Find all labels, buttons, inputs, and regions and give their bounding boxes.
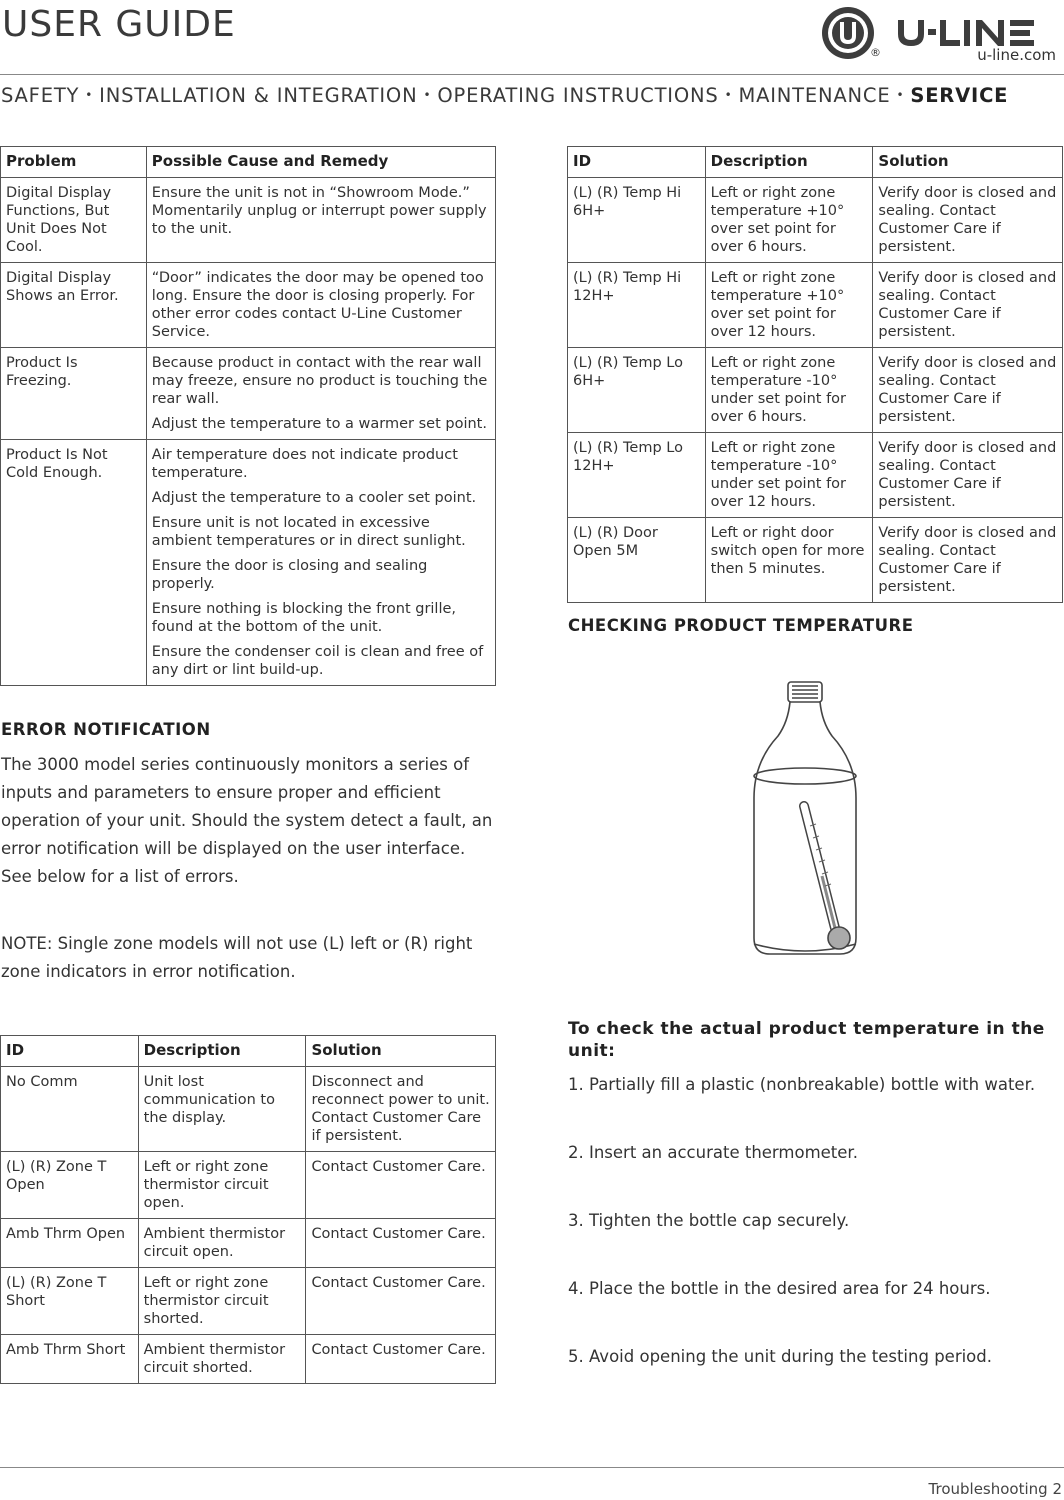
table-row (1, 1152, 496, 1219)
brand-logo (818, 4, 1058, 70)
error-description-cell: Left or right zone temperature +10° over set point for over 6 hours. (705, 178, 873, 263)
remedy-cell (146, 263, 495, 348)
error-id-cell: (L) (R) Zone T Open (1, 1152, 139, 1219)
error-description-cell: Unit lost communication to the display. (138, 1067, 306, 1152)
error-table-left (0, 1035, 496, 1384)
checking-temperature-heading: CHECKING PRODUCT TEMPERATURE (568, 616, 914, 635)
remedy-cell (146, 178, 495, 263)
remedy-text: “Door” indicates the door may be opened too long. Ensure the door is closing properly. For other error codes contact U-Line Customer Service. (151, 270, 484, 340)
remedy-cell (146, 440, 495, 686)
error-solution-cell: Verify door is closed and sealing. Contact Customer Care if persistent. (873, 178, 1063, 263)
zone-note: NOTE: Single zone models will not use (L) left or (R) right zone indicators in error notification. (1, 934, 473, 981)
error-id-cell: Amb Thrm Short (1, 1335, 139, 1384)
table-row (1, 178, 496, 263)
error-id-cell: (L) (R) Zone T Short (1, 1268, 139, 1335)
bottle-illustration (740, 676, 870, 960)
error-solution-cell: Contact Customer Care. (306, 1335, 496, 1384)
table-row (1, 1268, 496, 1335)
step-item: 4. Place the bottle in the desired area for 24 hours. (568, 1279, 991, 1298)
error-id-cell: (L) (R) Temp Lo 12H+ (568, 433, 706, 518)
table-row (1, 440, 496, 686)
table-row (1, 1335, 496, 1384)
error-description-cell: Left or right zone thermistor circuit shorted. (138, 1268, 306, 1335)
error-solution-cell: Verify door is closed and sealing. Contact Customer Care if persistent. (873, 348, 1063, 433)
table-row (1, 348, 496, 440)
error-description-cell: Left or right zone temperature -10° under set point for over 12 hours. (705, 433, 873, 518)
error-id-cell: (L) (R) Temp Hi 6H+ (568, 178, 706, 263)
error-id-cell: Amb Thrm Open (1, 1219, 139, 1268)
footer-divider (0, 1467, 1064, 1468)
nav-separator: • (85, 88, 94, 102)
column-header: ID (568, 147, 706, 178)
nav-separator: • (896, 88, 905, 102)
table-header-row (568, 147, 1063, 178)
error-solution-cell: Verify door is closed and sealing. Contact Customer Care if persistent. (873, 263, 1063, 348)
error-solution-cell: Contact Customer Care. (306, 1268, 496, 1335)
error-id-cell: (L) (R) Temp Hi 12H+ (568, 263, 706, 348)
step-item: 2. Insert an accurate thermometer. (568, 1143, 858, 1162)
step-item: 1. Partially fill a plastic (nonbreakable) bottle with water. (568, 1075, 1036, 1094)
table-row (568, 263, 1063, 348)
registered-mark: ® (870, 46, 881, 59)
remedy-text: Air temperature does not indicate product temperature. (151, 447, 458, 481)
error-description-cell: Ambient thermistor circuit shorted. (138, 1335, 306, 1384)
table-header-row (1, 147, 496, 178)
error-solution-cell: Verify door is closed and sealing. Contact Customer Care if persistent. (873, 433, 1063, 518)
column-header: Solution (873, 147, 1063, 178)
header-divider (0, 74, 1064, 75)
section-nav (1, 84, 1008, 107)
column-header: Solution (306, 1036, 496, 1067)
table-row (568, 178, 1063, 263)
nav-separator: • (724, 88, 733, 102)
problem-cell: Digital Display Functions, But Unit Does Not Cool. (1, 178, 147, 263)
remedy-text: Ensure nothing is blocking the front grille, found at the bottom of the unit. (151, 601, 457, 635)
remedy-text: Because product in contact with the rear wall may freeze, ensure no product is touching the rear wall. (151, 355, 488, 407)
remedy-text: Adjust the temperature to a cooler set point. (151, 490, 477, 506)
site-url[interactable]: u-line.com (977, 46, 1056, 64)
step-item: 3. Tighten the bottle cap securely. (568, 1211, 850, 1230)
column-header: Description (705, 147, 873, 178)
table-row (568, 433, 1063, 518)
remedy-text: Ensure the door is closing and sealing properly. (151, 558, 428, 592)
page-title: USER GUIDE (2, 4, 236, 45)
checking-subheading: To check the actual product temperature in the unit: (568, 1019, 1045, 1061)
problem-cell: Product Is Freezing. (1, 348, 147, 440)
table-row (568, 518, 1063, 603)
problem-table (0, 146, 496, 686)
error-description-cell: Left or right door switch open for more then 5 minutes. (705, 518, 873, 603)
remedy-text: Ensure the condenser coil is clean and free of any dirt or lint build-up. (151, 644, 484, 678)
error-table-right (567, 146, 1063, 603)
problem-cell: Product Is Not Cold Enough. (1, 440, 147, 686)
remedy-cell (146, 348, 495, 440)
error-notification-paragraph: The 3000 model series continuously monitors a series of inputs and parameters to ensure proper and efficient operation of your unit. Should the system detect a fault, an error notification will be displayed on the user interface. See below for a list of errors. (1, 755, 493, 886)
error-solution-cell: Contact Customer Care. (306, 1152, 496, 1219)
table-row (1, 1067, 496, 1152)
error-description-cell: Left or right zone temperature -10° under set point for over 6 hours. (705, 348, 873, 433)
nav-item-installation[interactable]: INSTALLATION & INTEGRATION (99, 84, 418, 107)
column-header: Problem (1, 147, 147, 178)
step-item: 5. Avoid opening the unit during the testing period. (568, 1347, 992, 1366)
error-id-cell: (L) (R) Temp Lo 6H+ (568, 348, 706, 433)
column-header: Possible Cause and Remedy (146, 147, 495, 178)
nav-item-operating[interactable]: OPERATING INSTRUCTIONS (437, 84, 719, 107)
table-row (1, 263, 496, 348)
nav-item-safety[interactable]: SAFETY (1, 84, 80, 107)
error-id-cell: No Comm (1, 1067, 139, 1152)
error-description-cell: Left or right zone temperature +10° over set point for over 12 hours. (705, 263, 873, 348)
error-solution-cell: Verify door is closed and sealing. Contact Customer Care if persistent. (873, 518, 1063, 603)
column-header: ID (1, 1036, 139, 1067)
error-solution-cell: Disconnect and reconnect power to unit. Contact Customer Care if persistent. (306, 1067, 496, 1152)
remedy-text: Ensure the unit is not in “Showroom Mode.” Momentarily unplug or interrupt power supply to the unit. (151, 185, 487, 237)
nav-item-maintenance[interactable]: MAINTENANCE (738, 84, 891, 107)
remedy-text: Adjust the temperature to a warmer set point. (151, 416, 487, 432)
nav-separator: • (423, 88, 432, 102)
error-id-cell: (L) (R) Door Open 5M (568, 518, 706, 603)
remedy-text: Ensure unit is not located in excessive ambient temperatures or in direct sunlight. (151, 515, 466, 549)
bottle-thermometer-icon (740, 676, 870, 960)
table-header-row (1, 1036, 496, 1067)
error-description-cell: Ambient thermistor circuit open. (138, 1219, 306, 1268)
error-solution-cell: Contact Customer Care. (306, 1219, 496, 1268)
error-description-cell: Left or right zone thermistor circuit open. (138, 1152, 306, 1219)
page-label: Troubleshooting 2 (928, 1480, 1062, 1498)
nav-item-service[interactable]: SERVICE (910, 84, 1009, 107)
problem-cell: Digital Display Shows an Error. (1, 263, 147, 348)
column-header: Description (138, 1036, 306, 1067)
table-row (1, 1219, 496, 1268)
error-notification-heading: ERROR NOTIFICATION (1, 720, 211, 739)
table-row (568, 348, 1063, 433)
